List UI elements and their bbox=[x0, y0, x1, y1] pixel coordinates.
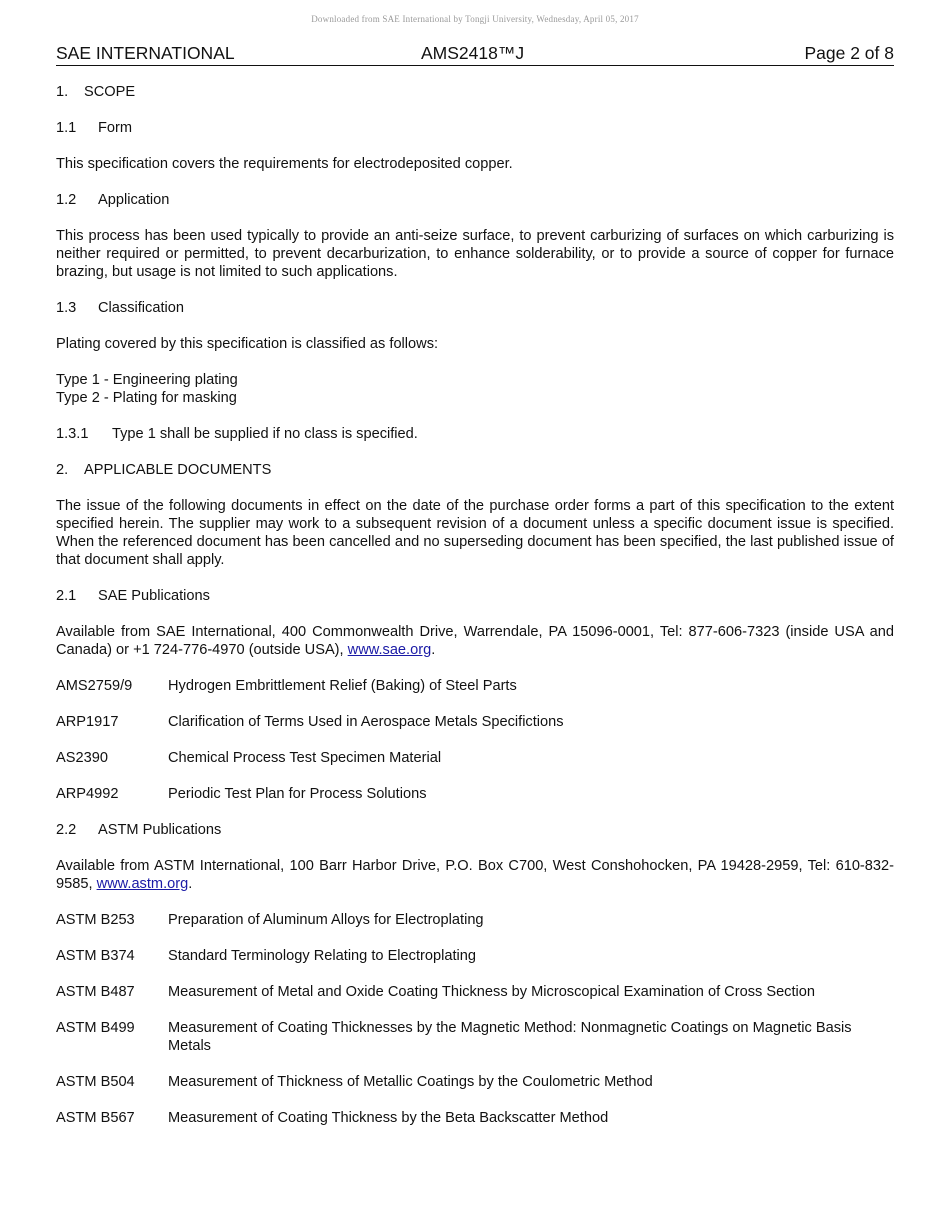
reference-code: AMS2759/9 bbox=[56, 678, 133, 694]
header-document-number: AMS2418™J bbox=[421, 43, 525, 63]
section-2-heading bbox=[56, 461, 894, 479]
reference-code: ASTM B374 bbox=[56, 948, 135, 964]
section-1-2-heading bbox=[56, 191, 894, 209]
reference-code: ASTM B253 bbox=[56, 912, 135, 928]
type-1-line: Type 1 - Engineering plating bbox=[56, 372, 238, 388]
type-2-line: Type 2 - Plating for masking bbox=[56, 390, 237, 406]
reference-entry bbox=[56, 1019, 894, 1055]
reference-title: Preparation of Aluminum Alloys for Electroplating bbox=[168, 912, 484, 928]
reference-code: ASTM B567 bbox=[56, 1110, 135, 1126]
section-title: Classification bbox=[98, 300, 184, 316]
section-2-1-heading bbox=[56, 587, 894, 605]
astm-website-link[interactable]: www.astm.org bbox=[96, 876, 189, 892]
section-title: Application bbox=[98, 192, 170, 208]
section-number: 1.2 bbox=[56, 192, 77, 208]
availability-text: Available from ASTM International, 100 Barr Harbor Drive, P.O. Box C700, West Conshohocken, PA 19428-2959, Tel: 610-832-9585, bbox=[56, 858, 894, 892]
reference-entry bbox=[56, 713, 894, 731]
section-title: Form bbox=[98, 120, 133, 136]
section-title: SCOPE bbox=[84, 84, 136, 100]
section-title: ASTM Publications bbox=[98, 822, 222, 838]
section-2-2-text bbox=[56, 857, 894, 893]
document-body bbox=[56, 83, 894, 1145]
reference-title: Clarification of Terms Used in Aerospace Metals Specifictions bbox=[168, 714, 564, 730]
section-1-1-heading bbox=[56, 119, 894, 137]
reference-title: Chemical Process Test Specimen Material bbox=[168, 750, 442, 766]
reference-title: Measurement of Metal and Oxide Coating Thickness by Microscopical Examination of Cross Section bbox=[168, 984, 816, 1000]
astm-reference-list bbox=[56, 911, 894, 1127]
reference-title: Standard Terminology Relating to Electroplating bbox=[168, 948, 476, 964]
download-watermark: Downloaded from SAE International by Tongji University, Wednesday, April 05, 2017 bbox=[311, 14, 639, 24]
reference-title: Hydrogen Embrittlement Relief (Baking) of Steel Parts bbox=[168, 678, 517, 694]
sentence-end: . bbox=[188, 876, 193, 892]
section-2-1-text bbox=[56, 623, 894, 659]
sae-reference-list bbox=[56, 677, 894, 803]
section-number: 2. bbox=[56, 462, 69, 478]
header-page-number: Page 2 of 8 bbox=[804, 43, 894, 63]
reference-title: Measurement of Coating Thickness by the Beta Backscatter Method bbox=[168, 1110, 609, 1126]
reference-entry bbox=[56, 1073, 894, 1091]
section-2-text: The issue of the following documents in effect on the date of the purchase order forms a part of this specification to the extent specified herein. The supplier may work to a subsequent revision of a document unless a specific document issue is specified. When the referenced document has been cancelled and no superseding document has been specified, the last published issue of that document shall apply. bbox=[56, 498, 894, 568]
section-number: 1.1 bbox=[56, 120, 77, 136]
reference-entry bbox=[56, 785, 894, 803]
section-title: SAE Publications bbox=[98, 588, 210, 604]
section-number: 1.3 bbox=[56, 300, 77, 316]
section-text: Type 1 shall be supplied if no class is specified. bbox=[112, 426, 418, 442]
reference-title: Periodic Test Plan for Process Solutions bbox=[168, 786, 427, 802]
section-1-heading bbox=[56, 83, 894, 101]
section-1-3-text: Plating covered by this specification is classified as follows: bbox=[56, 336, 439, 352]
section-number: 1.3.1 bbox=[56, 426, 89, 442]
section-1-3-1 bbox=[56, 425, 894, 443]
availability-text: Available from SAE International, 400 Commonwealth Drive, Warrendale, PA 15096-0001, Tel: 877-606-7323 (inside USA and Canada) or +1 724-776-4970 (outside USA), bbox=[56, 624, 894, 658]
reference-code: ARP1917 bbox=[56, 714, 119, 730]
reference-entry bbox=[56, 983, 894, 1001]
page-header bbox=[56, 43, 894, 66]
header-organization: SAE INTERNATIONAL bbox=[56, 43, 235, 63]
sentence-end: . bbox=[431, 642, 436, 658]
section-1-1-text: This specification covers the requirements for electrodeposited copper. bbox=[56, 156, 513, 172]
reference-code: ASTM B499 bbox=[56, 1020, 135, 1036]
section-number: 2.2 bbox=[56, 822, 77, 838]
classification-types bbox=[56, 371, 894, 407]
reference-title: Measurement of Thickness of Metallic Coatings by the Coulometric Method bbox=[168, 1074, 653, 1090]
reference-code: ARP4992 bbox=[56, 786, 119, 802]
sae-website-link[interactable]: www.sae.org bbox=[347, 642, 432, 658]
section-number: 2.1 bbox=[56, 588, 77, 604]
section-title: APPLICABLE DOCUMENTS bbox=[84, 462, 272, 478]
reference-entry bbox=[56, 677, 894, 695]
reference-code: ASTM B504 bbox=[56, 1074, 135, 1090]
reference-code: AS2390 bbox=[56, 750, 108, 766]
section-1-3-heading bbox=[56, 299, 894, 317]
reference-entry bbox=[56, 1109, 894, 1127]
reference-entry bbox=[56, 947, 894, 965]
reference-code: ASTM B487 bbox=[56, 984, 135, 1000]
section-2-2-heading bbox=[56, 821, 894, 839]
section-number: 1. bbox=[56, 84, 69, 100]
reference-title: Measurement of Coating Thicknesses by the Magnetic Method: Nonmagnetic Coatings on Magnetic Basis Metals bbox=[168, 1020, 852, 1054]
reference-entry bbox=[56, 911, 894, 929]
section-1-2-text: This process has been used typically to provide an anti-seize surface, to prevent carburizing of surfaces on which carburizing is neither required or permitted, to prevent decarburization, to enhance solderability, or to provide a source of copper for furnace brazing, but usage is not limited to such applications. bbox=[56, 228, 894, 280]
reference-entry bbox=[56, 749, 894, 767]
